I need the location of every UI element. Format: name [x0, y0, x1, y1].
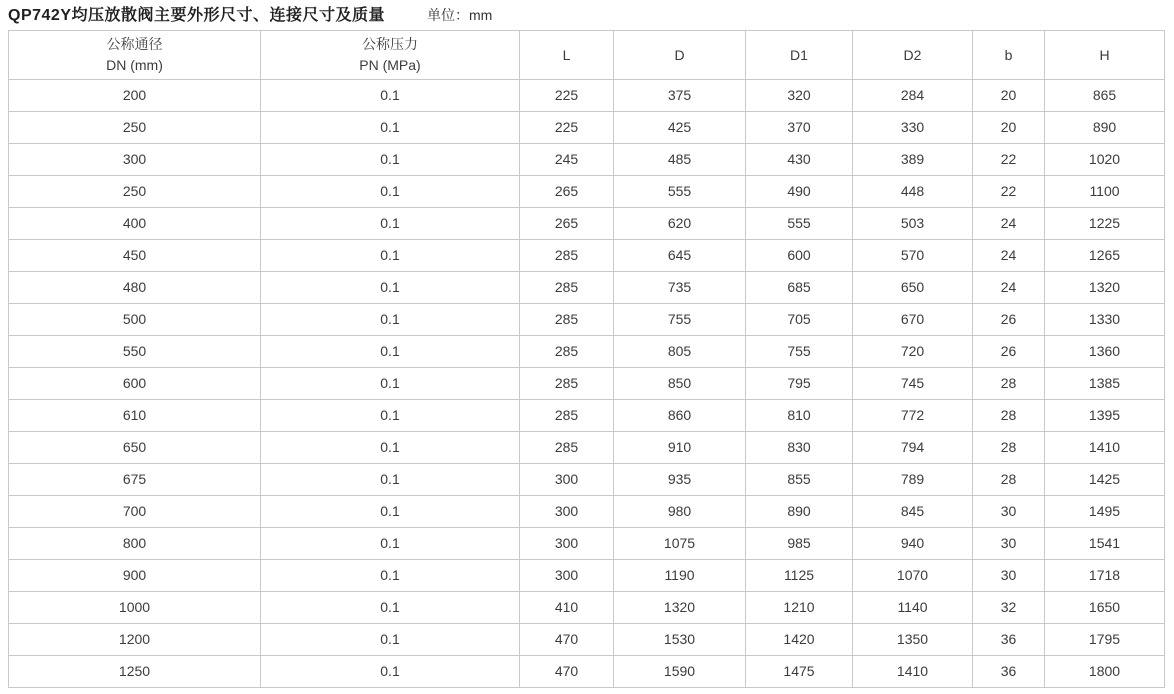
cell-l: 300 — [520, 496, 614, 528]
cell-d1: 985 — [746, 528, 853, 560]
cell-d1: 795 — [746, 368, 853, 400]
cell-l: 225 — [520, 80, 614, 112]
cell-h: 1360 — [1045, 336, 1165, 368]
cell-b: 26 — [973, 336, 1045, 368]
cell-h: 1265 — [1045, 240, 1165, 272]
cell-d1: 810 — [746, 400, 853, 432]
cell-l: 410 — [520, 592, 614, 624]
unit-label: 单位：mm — [427, 7, 493, 23]
cell-d: 910 — [614, 432, 746, 464]
column-header-l: L — [520, 31, 614, 80]
cell-l: 285 — [520, 368, 614, 400]
cell-dn: 1200 — [9, 624, 261, 656]
cell-l: 265 — [520, 176, 614, 208]
cell-d: 555 — [614, 176, 746, 208]
cell-h: 1800 — [1045, 656, 1165, 688]
cell-d2: 794 — [853, 432, 973, 464]
cell-dn: 500 — [9, 304, 261, 336]
cell-h: 1425 — [1045, 464, 1165, 496]
cell-h: 890 — [1045, 112, 1165, 144]
column-header-pn: 公称压力 PN (MPa) — [261, 31, 520, 80]
cell-l: 225 — [520, 112, 614, 144]
cell-l: 300 — [520, 464, 614, 496]
cell-dn: 250 — [9, 112, 261, 144]
cell-d: 645 — [614, 240, 746, 272]
cell-d2: 1070 — [853, 560, 973, 592]
cell-dn: 700 — [9, 496, 261, 528]
cell-b: 36 — [973, 656, 1045, 688]
cell-d2: 745 — [853, 368, 973, 400]
cell-d: 935 — [614, 464, 746, 496]
dimensions-table — [8, 30, 1165, 688]
cell-b: 22 — [973, 176, 1045, 208]
cell-l: 470 — [520, 624, 614, 656]
cell-h: 1410 — [1045, 432, 1165, 464]
cell-l: 300 — [520, 528, 614, 560]
cell-pn: 0.1 — [261, 496, 520, 528]
cell-b: 28 — [973, 400, 1045, 432]
cell-l: 300 — [520, 560, 614, 592]
cell-d2: 670 — [853, 304, 973, 336]
cell-d: 1590 — [614, 656, 746, 688]
title-bar — [8, 4, 1164, 27]
cell-l: 245 — [520, 144, 614, 176]
table-row — [9, 144, 1165, 176]
cell-d2: 650 — [853, 272, 973, 304]
cell-dn: 900 — [9, 560, 261, 592]
cell-h: 1795 — [1045, 624, 1165, 656]
cell-d2: 789 — [853, 464, 973, 496]
cell-pn: 0.1 — [261, 432, 520, 464]
cell-h: 1330 — [1045, 304, 1165, 336]
table-header — [9, 31, 1165, 80]
cell-pn: 0.1 — [261, 368, 520, 400]
table-row — [9, 336, 1165, 368]
cell-l: 285 — [520, 336, 614, 368]
cell-dn: 300 — [9, 144, 261, 176]
cell-b: 20 — [973, 112, 1045, 144]
cell-h: 1225 — [1045, 208, 1165, 240]
table-row — [9, 176, 1165, 208]
cell-dn: 1000 — [9, 592, 261, 624]
page-title: QP742Y均压放散阀主要外形尺寸、连接尺寸及质量 — [8, 7, 385, 24]
column-header-b: b — [973, 31, 1045, 80]
cell-l: 265 — [520, 208, 614, 240]
cell-d2: 720 — [853, 336, 973, 368]
cell-b: 28 — [973, 368, 1045, 400]
column-header-d2: D2 — [853, 31, 973, 80]
cell-d1: 1125 — [746, 560, 853, 592]
table-row — [9, 464, 1165, 496]
cell-pn: 0.1 — [261, 80, 520, 112]
cell-b: 24 — [973, 272, 1045, 304]
cell-d: 375 — [614, 80, 746, 112]
cell-d2: 1140 — [853, 592, 973, 624]
cell-b: 24 — [973, 240, 1045, 272]
table-row — [9, 400, 1165, 432]
cell-d1: 890 — [746, 496, 853, 528]
cell-dn: 400 — [9, 208, 261, 240]
cell-b: 30 — [973, 528, 1045, 560]
cell-d1: 830 — [746, 432, 853, 464]
cell-dn: 610 — [9, 400, 261, 432]
cell-dn: 450 — [9, 240, 261, 272]
cell-d1: 705 — [746, 304, 853, 336]
cell-d1: 1210 — [746, 592, 853, 624]
cell-d: 850 — [614, 368, 746, 400]
cell-d2: 570 — [853, 240, 973, 272]
cell-d2: 330 — [853, 112, 973, 144]
cell-dn: 800 — [9, 528, 261, 560]
cell-dn: 650 — [9, 432, 261, 464]
cell-pn: 0.1 — [261, 144, 520, 176]
cell-dn: 550 — [9, 336, 261, 368]
column-header-d1: D1 — [746, 31, 853, 80]
table-row — [9, 304, 1165, 336]
cell-d: 980 — [614, 496, 746, 528]
cell-pn: 0.1 — [261, 560, 520, 592]
cell-pn: 0.1 — [261, 176, 520, 208]
table-row — [9, 528, 1165, 560]
cell-h: 1395 — [1045, 400, 1165, 432]
cell-d1: 320 — [746, 80, 853, 112]
cell-l: 285 — [520, 272, 614, 304]
cell-l: 285 — [520, 304, 614, 336]
cell-d: 735 — [614, 272, 746, 304]
table-row — [9, 208, 1165, 240]
cell-pn: 0.1 — [261, 656, 520, 688]
cell-pn: 0.1 — [261, 400, 520, 432]
cell-d2: 389 — [853, 144, 973, 176]
table-row — [9, 432, 1165, 464]
cell-pn: 0.1 — [261, 336, 520, 368]
cell-dn: 480 — [9, 272, 261, 304]
cell-d1: 490 — [746, 176, 853, 208]
cell-d1: 1420 — [746, 624, 853, 656]
cell-d: 755 — [614, 304, 746, 336]
table-row — [9, 656, 1165, 688]
cell-d: 1190 — [614, 560, 746, 592]
cell-h: 1385 — [1045, 368, 1165, 400]
cell-d: 860 — [614, 400, 746, 432]
cell-b: 32 — [973, 592, 1045, 624]
cell-d: 485 — [614, 144, 746, 176]
cell-b: 26 — [973, 304, 1045, 336]
table-row — [9, 80, 1165, 112]
cell-d2: 503 — [853, 208, 973, 240]
cell-b: 36 — [973, 624, 1045, 656]
cell-dn: 200 — [9, 80, 261, 112]
cell-d: 1530 — [614, 624, 746, 656]
cell-d2: 772 — [853, 400, 973, 432]
cell-d2: 845 — [853, 496, 973, 528]
cell-b: 28 — [973, 464, 1045, 496]
cell-h: 1320 — [1045, 272, 1165, 304]
cell-d: 1075 — [614, 528, 746, 560]
cell-pn: 0.1 — [261, 112, 520, 144]
table-row — [9, 624, 1165, 656]
cell-d2: 940 — [853, 528, 973, 560]
cell-d1: 370 — [746, 112, 853, 144]
cell-d1: 600 — [746, 240, 853, 272]
cell-l: 285 — [520, 432, 614, 464]
cell-d1: 1475 — [746, 656, 853, 688]
table-row — [9, 112, 1165, 144]
cell-d2: 448 — [853, 176, 973, 208]
cell-h: 1100 — [1045, 176, 1165, 208]
cell-pn: 0.1 — [261, 240, 520, 272]
cell-pn: 0.1 — [261, 272, 520, 304]
cell-b: 30 — [973, 496, 1045, 528]
cell-dn: 250 — [9, 176, 261, 208]
cell-h: 865 — [1045, 80, 1165, 112]
cell-d: 425 — [614, 112, 746, 144]
cell-pn: 0.1 — [261, 304, 520, 336]
cell-b: 20 — [973, 80, 1045, 112]
cell-dn: 675 — [9, 464, 261, 496]
cell-dn: 1250 — [9, 656, 261, 688]
table-body — [9, 80, 1165, 688]
cell-h: 1718 — [1045, 560, 1165, 592]
cell-dn: 600 — [9, 368, 261, 400]
column-header-h: H — [1045, 31, 1165, 80]
cell-d: 1320 — [614, 592, 746, 624]
cell-h: 1541 — [1045, 528, 1165, 560]
cell-l: 470 — [520, 656, 614, 688]
cell-b: 22 — [973, 144, 1045, 176]
cell-b: 30 — [973, 560, 1045, 592]
cell-h: 1495 — [1045, 496, 1165, 528]
header-row — [9, 31, 1165, 80]
cell-d1: 755 — [746, 336, 853, 368]
cell-l: 285 — [520, 240, 614, 272]
cell-h: 1020 — [1045, 144, 1165, 176]
column-header-d: D — [614, 31, 746, 80]
column-header-dn: 公称通径 DN (mm) — [9, 31, 261, 80]
cell-d1: 555 — [746, 208, 853, 240]
cell-pn: 0.1 — [261, 528, 520, 560]
cell-b: 24 — [973, 208, 1045, 240]
cell-d1: 430 — [746, 144, 853, 176]
cell-pn: 0.1 — [261, 592, 520, 624]
cell-d2: 1410 — [853, 656, 973, 688]
cell-l: 285 — [520, 400, 614, 432]
cell-d2: 284 — [853, 80, 973, 112]
cell-d: 805 — [614, 336, 746, 368]
cell-d1: 685 — [746, 272, 853, 304]
cell-d1: 855 — [746, 464, 853, 496]
table-row — [9, 368, 1165, 400]
cell-pn: 0.1 — [261, 464, 520, 496]
table-row — [9, 272, 1165, 304]
table-row — [9, 560, 1165, 592]
cell-b: 28 — [973, 432, 1045, 464]
cell-pn: 0.1 — [261, 624, 520, 656]
table-row — [9, 592, 1165, 624]
cell-d2: 1350 — [853, 624, 973, 656]
cell-d: 620 — [614, 208, 746, 240]
table-row — [9, 496, 1165, 528]
cell-pn: 0.1 — [261, 208, 520, 240]
cell-h: 1650 — [1045, 592, 1165, 624]
table-row — [9, 240, 1165, 272]
